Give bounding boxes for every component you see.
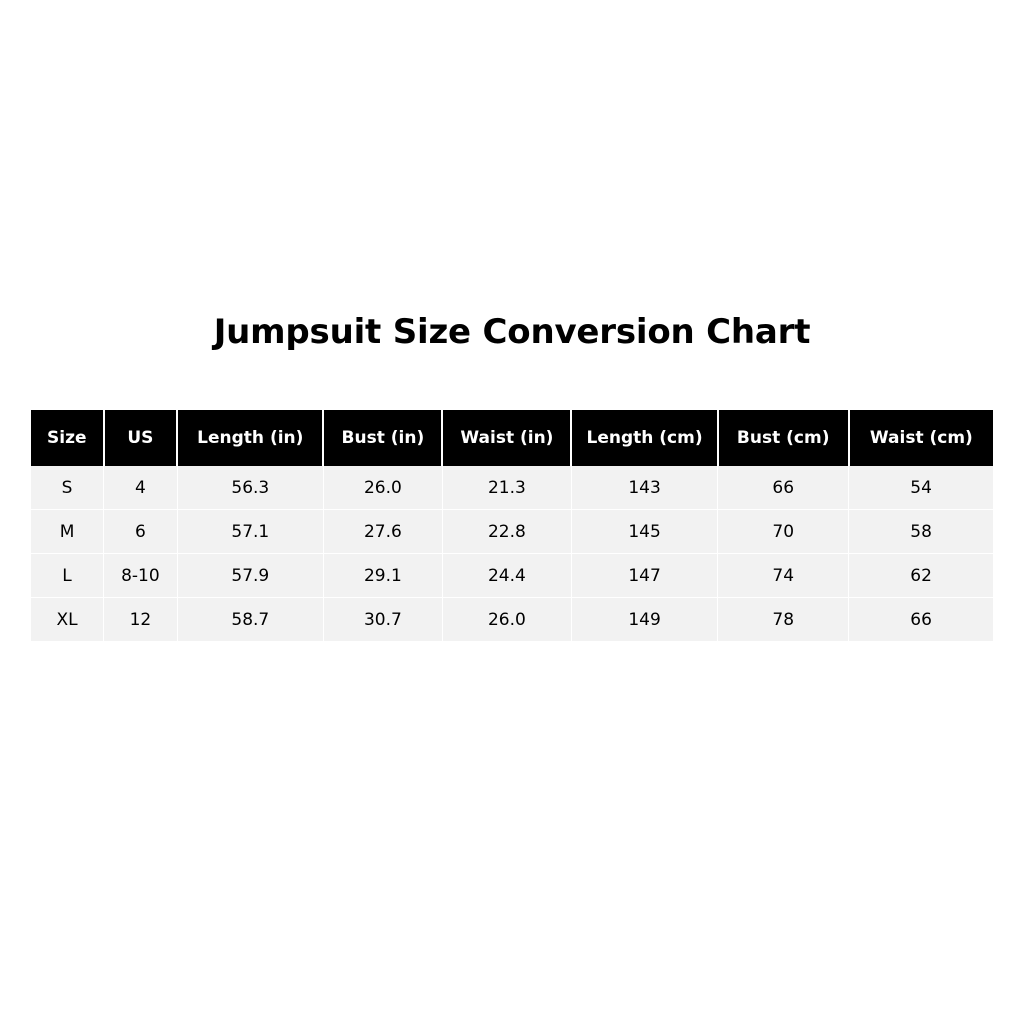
cell-bust-in: 29.1 [323, 554, 442, 598]
column-header-length-cm: Length (cm) [571, 410, 717, 466]
table-row [31, 510, 993, 554]
cell-waist-in: 24.4 [442, 554, 571, 598]
cell-length-cm: 149 [571, 598, 717, 642]
cell-length-in: 56.3 [177, 466, 323, 510]
cell-length-in: 57.9 [177, 554, 323, 598]
cell-length-in: 57.1 [177, 510, 323, 554]
cell-length-cm: 145 [571, 510, 717, 554]
cell-bust-cm: 74 [718, 554, 849, 598]
column-header-size: Size [31, 410, 104, 466]
cell-waist-cm: 58 [849, 510, 993, 554]
cell-bust-in: 30.7 [323, 598, 442, 642]
cell-bust-cm: 70 [718, 510, 849, 554]
column-header-bust-cm: Bust (cm) [718, 410, 849, 466]
cell-bust-cm: 66 [718, 466, 849, 510]
cell-waist-cm: 54 [849, 466, 993, 510]
cell-size: XL [31, 598, 104, 642]
cell-bust-in: 26.0 [323, 466, 442, 510]
table-row [31, 598, 993, 642]
cell-bust-cm: 78 [718, 598, 849, 642]
cell-length-in: 58.7 [177, 598, 323, 642]
table-row [31, 466, 993, 510]
cell-us: 12 [104, 598, 178, 642]
size-conversion-table-wrapper [31, 410, 993, 641]
cell-length-cm: 143 [571, 466, 717, 510]
cell-size: L [31, 554, 104, 598]
cell-us: 8-10 [104, 554, 178, 598]
cell-size: S [31, 466, 104, 510]
page-title: Jumpsuit Size Conversion Chart [213, 312, 811, 352]
column-header-waist-in: Waist (in) [442, 410, 571, 466]
cell-waist-in: 21.3 [442, 466, 571, 510]
cell-length-cm: 147 [571, 554, 717, 598]
size-conversion-table [31, 410, 993, 641]
cell-us: 4 [104, 466, 178, 510]
cell-waist-cm: 62 [849, 554, 993, 598]
cell-waist-in: 22.8 [442, 510, 571, 554]
column-header-waist-cm: Waist (cm) [849, 410, 993, 466]
table-row [31, 554, 993, 598]
column-header-length-in: Length (in) [177, 410, 323, 466]
cell-us: 6 [104, 510, 178, 554]
cell-bust-in: 27.6 [323, 510, 442, 554]
table-header-row [31, 410, 993, 466]
cell-size: M [31, 510, 104, 554]
column-header-us: US [104, 410, 178, 466]
cell-waist-cm: 66 [849, 598, 993, 642]
cell-waist-in: 26.0 [442, 598, 571, 642]
column-header-bust-in: Bust (in) [323, 410, 442, 466]
